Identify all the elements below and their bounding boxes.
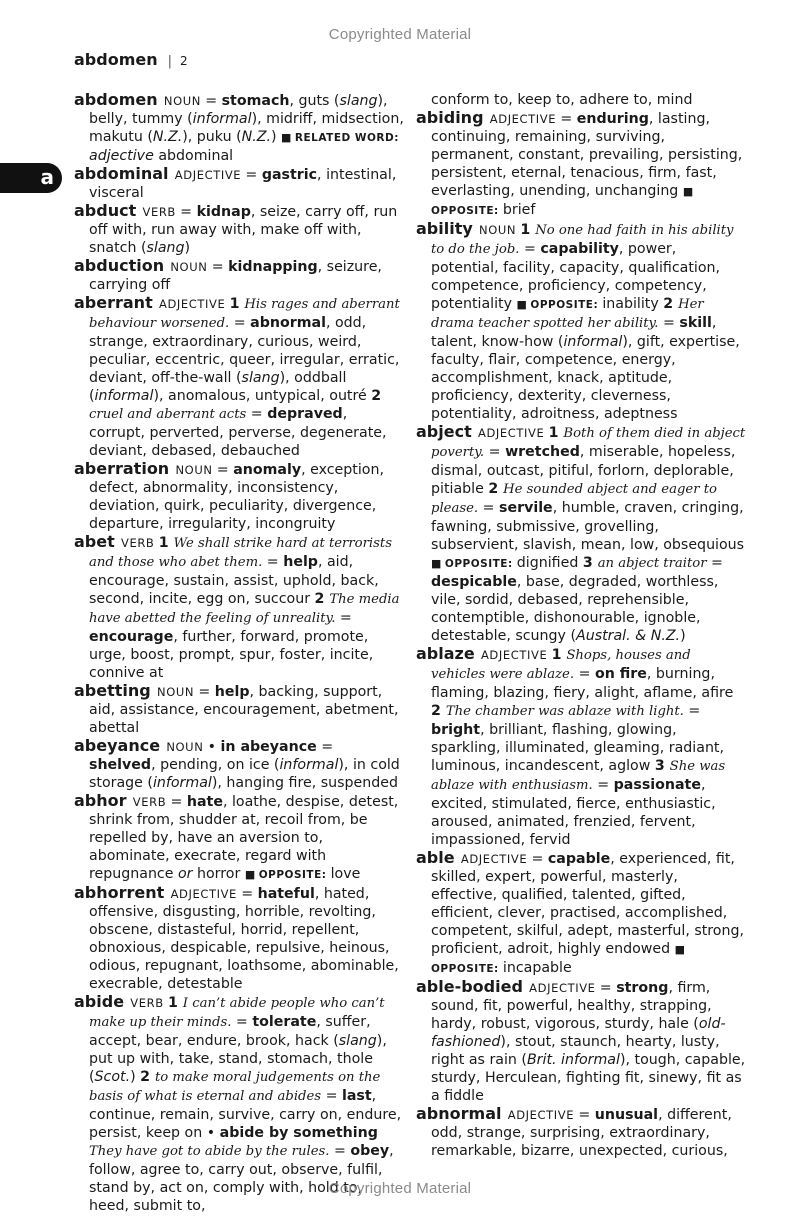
usage-label: informal xyxy=(152,775,212,791)
part-of-speech: ADJECTIVE xyxy=(524,981,600,995)
sense-number: 2 xyxy=(663,296,679,312)
key-synonym: tolerate xyxy=(252,1014,317,1030)
synonym-text: = xyxy=(683,703,701,719)
synonym-text: abdominal xyxy=(153,148,234,164)
key-synonym: kidnap xyxy=(196,204,251,220)
dictionary-entry xyxy=(74,91,404,165)
example-sentence: Both of them died in abject poverty. xyxy=(431,426,746,460)
synonym-text: = xyxy=(706,555,723,571)
part-of-speech: ADJECTIVE xyxy=(166,887,242,901)
synonym-text: ), put up with, take, stand, stomach, thole ( xyxy=(89,1033,387,1085)
square-bullet: ■ xyxy=(244,868,259,881)
part-of-speech: ADJECTIVE xyxy=(485,112,561,126)
running-head-separator: | xyxy=(167,54,172,69)
synonym-text: = xyxy=(229,315,251,331)
synonym-text: = xyxy=(578,1107,595,1123)
headword: abdominal xyxy=(74,164,169,183)
synonym-text: ), puku ( xyxy=(182,129,242,145)
synonym-text: = xyxy=(241,886,258,902)
headword: ability xyxy=(416,219,473,238)
sense-number: 2 xyxy=(371,388,382,404)
dictionary-entry xyxy=(74,257,404,294)
note-label: OPPOSITE: xyxy=(530,299,603,311)
part-of-speech: NOUN xyxy=(159,94,206,108)
key-synonym: strong xyxy=(616,980,669,996)
usage-label: Austral. & N.Z. xyxy=(576,628,681,644)
usage-label: adjective xyxy=(89,148,154,164)
headword: abduct xyxy=(74,201,137,220)
key-synonym: capability xyxy=(540,241,619,257)
key-synonym: last xyxy=(342,1088,372,1104)
sense-number: 1 xyxy=(551,647,567,663)
sense-number: 2 xyxy=(314,591,330,607)
synonym-text: = xyxy=(198,684,215,700)
watermark-bottom: Copyrighted Material xyxy=(328,1180,472,1197)
synonym-text: , further, forward, promote, urge, boost, prompt, spur, foster, incite, connive at xyxy=(89,629,374,681)
key-synonym: depraved xyxy=(267,406,343,422)
key-synonym: skill xyxy=(679,315,712,331)
synonym-text: = xyxy=(560,111,577,127)
key-synonym: anomaly xyxy=(233,462,302,478)
synonym-text: = xyxy=(658,315,680,331)
synonym-text: , power, potential, facility, capacity, qualification, competence, proficiency, competency, potentiality xyxy=(431,241,721,312)
synonym-text: = xyxy=(246,406,268,422)
synonym-text: = xyxy=(170,794,187,810)
synonym-text: , exception, defect, abnormality, inconsistency, deviation, quirk, peculiarity, divergence, departure, irregularity, incongruity xyxy=(89,462,384,532)
part-of-speech: VERB xyxy=(116,536,159,550)
synonym-text: = xyxy=(321,1088,342,1104)
synonym-text: , experienced, fit, skilled, expert, powerful, masterly, effective, qualified, talented, gifted, efficient, clever, practised, accomplished, competent, skilful, adept, masterful, strong, proficient, adroit, highly endowed xyxy=(431,851,744,957)
dictionary-entry xyxy=(416,91,746,109)
headword: abhorrent xyxy=(74,883,165,902)
usage-label: old-fashioned xyxy=(431,1016,726,1050)
note-label: RELATED WORD: xyxy=(294,132,399,144)
sense-number: 1 xyxy=(548,425,564,441)
usage-label: informal xyxy=(94,388,154,404)
synonym-text: , hated, offensive, disgusting, horrible, revolting, obscene, distasteful, horrid, repellent, obnoxious, despicable, repulsive, heinous, odious, repugnant, loathsome, abominable, execrable, detestable xyxy=(89,886,399,992)
example-sentence: an abject traitor xyxy=(597,556,707,571)
part-of-speech: ADJECTIVE xyxy=(473,426,549,440)
key-synonym: encourage xyxy=(89,629,174,645)
synonym-text: , odd, strange, extraordinary, curious, weird, peculiar, eccentric, queer, irregular, erratic, deviant, off-the-wall ( xyxy=(89,315,400,386)
example-sentence: We shall strike hard at terrorists and those who abet them. xyxy=(89,536,392,570)
headword: abnormal xyxy=(416,1104,502,1123)
synonym-text: , seizure, carrying off xyxy=(89,259,382,293)
key-synonym: help xyxy=(283,554,318,570)
example-sentence: Shops, houses and vehicles were ablaze. xyxy=(431,648,691,682)
headword: abdomen xyxy=(74,90,158,109)
running-head xyxy=(74,50,188,69)
dictionary-entry xyxy=(74,294,404,460)
left-column xyxy=(74,91,404,1215)
synonym-text: , humble, craven, cringing, fawning, submissive, grovelling, subservient, slavish, mean, low, obsequious xyxy=(431,500,745,553)
dictionary-entry xyxy=(416,645,746,849)
synonym-text: , corrupt, perverted, perverse, degenerate, deviant, debased, debauched xyxy=(89,406,387,459)
key-synonym: shelved xyxy=(89,757,152,773)
headword: able-bodied xyxy=(416,977,523,996)
synonym-text: , follow, agree to, carry out, observe, fulfil, stand by, act on, comply with, hold to, heed, submit to, xyxy=(89,1143,394,1214)
synonym-text: ), tough, capable, sturdy, Herculean, fighting fit, sinewy, fit as a fiddle xyxy=(431,1052,746,1104)
square-bullet: ■ xyxy=(281,131,295,144)
usage-label: slang xyxy=(146,240,185,256)
usage-label: slang xyxy=(339,93,378,109)
square-bullet: ■ xyxy=(516,298,531,311)
synonym-text: ) xyxy=(680,628,686,644)
synonym-text: ), gift, expertise, faculty, flair, competence, energy, accomplishment, knack, aptitude, proficiency, dexterity, cleverness, potentiality, adroitness, adeptness xyxy=(431,334,740,422)
headword: aberration xyxy=(74,459,170,478)
dictionary-entry xyxy=(74,460,404,533)
usage-label: or xyxy=(177,866,193,882)
synonym-text: = xyxy=(478,500,500,516)
synonym-text: , backing, support, aid, assistance, encouragement, abetment, abettal xyxy=(89,684,399,736)
example-sentence: Her drama teacher spotted her ability. xyxy=(431,297,704,331)
key-synonym: servile xyxy=(499,500,553,516)
key-synonym: kidnapping xyxy=(228,259,318,275)
sense-number: 3 xyxy=(654,758,670,774)
dictionary-entry xyxy=(74,533,404,682)
example-sentence: She was ablaze with enthusiasm. xyxy=(431,759,726,793)
synonym-text: , loathe, despise, detest, shrink from, shudder at, recoil from, be repelled by, have an aversion to, abominate, execrate, regard with repugnance xyxy=(89,794,399,882)
key-synonym: enduring xyxy=(576,111,649,127)
part-of-speech: ADJECTIVE xyxy=(503,1108,579,1122)
usage-label: informal xyxy=(279,757,339,773)
dictionary-entry xyxy=(416,220,746,423)
synonym-text: = xyxy=(262,554,284,570)
synonym-text: = xyxy=(216,462,234,478)
right-column xyxy=(416,91,746,1160)
part-of-speech: VERB xyxy=(138,205,181,219)
headword: abject xyxy=(416,422,472,441)
synonym-text: = xyxy=(211,259,229,275)
synonym-text: ), oddball ( xyxy=(89,370,347,404)
synonym-text: horror xyxy=(192,866,245,882)
note-label: OPPOSITE: xyxy=(444,558,517,570)
running-head-word: abdomen xyxy=(74,50,158,69)
key-synonym: gastric xyxy=(261,167,318,183)
dictionary-entry xyxy=(74,884,404,993)
part-of-speech: NOUN xyxy=(166,260,212,274)
synonym-text: , brilliant, flashing, glowing, sparkling, illuminated, gleaming, radiant, luminous, incandescent, aglow xyxy=(431,722,725,774)
key-synonym: abnormal xyxy=(250,315,326,331)
example-sentence: to make moral judgements on the basis of what is eternal and abides xyxy=(89,1070,381,1104)
headword: ablaze xyxy=(416,644,475,663)
synonym-text: , burning, flaming, blazing, fiery, alight, aflame, afire xyxy=(431,666,734,701)
example-sentence: He sounded abject and eager to please. xyxy=(431,482,717,516)
page-number: 2 xyxy=(180,54,188,68)
example-sentence: The chamber was ablaze with light. xyxy=(445,704,684,719)
synonym-text: , pending, on ice ( xyxy=(151,757,280,773)
example-sentence: His rages and aberrant behaviour worsened. xyxy=(89,297,400,331)
dictionary-entry xyxy=(74,792,404,884)
sense-number: 2 xyxy=(488,481,504,497)
synonym-text: ), stout, staunch, hearty, lusty, right as rain ( xyxy=(431,1034,720,1068)
dictionary-entry xyxy=(416,849,746,978)
key-synonym: on fire xyxy=(594,666,647,682)
note-label: OPPOSITE: xyxy=(258,869,331,881)
square-bullet: ■ xyxy=(682,185,694,198)
watermark-top: Copyrighted Material xyxy=(328,26,472,43)
synonym-text: , talent, know-how ( xyxy=(431,315,717,350)
sense-number: 1 xyxy=(158,535,174,551)
thumb-index-tab xyxy=(0,163,62,193)
dictionary-entry xyxy=(74,737,404,792)
example-sentence: The media have abetted the feeling of unreality. xyxy=(89,592,400,626)
key-synonym: stomach xyxy=(221,93,290,109)
synonym-text: ) xyxy=(130,1069,141,1085)
synonym-text: , continue, remain, survive, carry on, endure, persist, keep on xyxy=(89,1088,402,1141)
headword: aberrant xyxy=(74,293,153,312)
note-label: OPPOSITE: xyxy=(431,205,503,217)
synonym-text: = xyxy=(205,93,222,109)
headword: abduction xyxy=(74,256,165,275)
synonym-text: ), hanging fire, suspended xyxy=(211,775,398,791)
synonym-text: = xyxy=(335,610,352,626)
synonym-text: = xyxy=(316,739,334,755)
example-sentence: cruel and aberrant acts xyxy=(89,407,247,422)
part-of-speech: NOUN xyxy=(474,223,521,237)
example-sentence: They have got to abide by the rules. xyxy=(89,1144,330,1159)
sense-number: 2 xyxy=(431,703,446,719)
example-sentence: I can’t abide people who can’t make up their minds. xyxy=(89,996,385,1030)
part-of-speech: NOUN xyxy=(152,685,199,699)
part-of-speech: NOUN xyxy=(171,463,217,477)
part-of-speech: NOUN xyxy=(162,740,208,754)
key-synonym: unusual xyxy=(594,1107,659,1123)
usage-label: N.Z. xyxy=(241,129,271,145)
usage-label: slang xyxy=(338,1033,377,1049)
synonym-text: ), anomalous, untypical, outré xyxy=(153,388,372,404)
synonym-text: , miserable, hopeless, dismal, outcast, pitiful, forlorn, deplorable, pitiable xyxy=(431,444,736,497)
key-synonym: hate xyxy=(186,794,223,810)
synonym-text: , excited, stimulated, fierce, enthusiastic, aroused, animated, frenzied, fervent, impassioned, fervid xyxy=(431,777,716,848)
synonym-text: = xyxy=(592,777,614,793)
dictionary-entry xyxy=(74,202,404,257)
sense-number: 1 xyxy=(520,222,536,238)
example-sentence: No one had faith in his ability to do the job. xyxy=(431,223,734,257)
synonym-text: ) xyxy=(184,240,191,256)
synonym-text: = xyxy=(519,241,541,257)
synonym-text: ) xyxy=(270,129,282,145)
key-synonym: passionate xyxy=(613,777,701,793)
dictionary-entry xyxy=(74,682,404,737)
synonym-text: , suffer, accept, bear, endure, brook, hack ( xyxy=(89,1014,371,1049)
usage-label: Scot. xyxy=(94,1069,131,1085)
dictionary-entry xyxy=(416,423,746,645)
synonym-text: = xyxy=(574,666,595,682)
synonym-text: • xyxy=(207,739,221,755)
dictionary-entry xyxy=(416,109,746,220)
key-synonym: obey xyxy=(350,1143,390,1159)
synonym-text: , different, odd, strange, surprising, extraordinary, remarkable, bizarre, unexpected, curious, xyxy=(431,1107,732,1159)
synonym-text: ), belly, tummy ( xyxy=(89,93,388,127)
sense-number: 3 xyxy=(582,555,598,571)
key-synonym: wretched xyxy=(505,444,580,460)
synonym-text: ), in cold storage ( xyxy=(89,757,400,791)
part-of-speech: ADJECTIVE xyxy=(456,852,532,866)
dictionary-entry xyxy=(74,165,404,202)
dictionary-entry xyxy=(416,1105,746,1160)
synonym-text: incapable xyxy=(502,960,572,976)
thumb-index-letter: a xyxy=(40,165,54,189)
usage-label: slang xyxy=(241,370,280,386)
headword: abetting xyxy=(74,681,151,700)
sense-number: 2 xyxy=(140,1069,155,1085)
square-bullet: ■ xyxy=(431,557,445,570)
synonym-text: , aid, encourage, sustain, assist, uphold, back, second, incite, egg on, succour xyxy=(89,554,379,607)
usage-label: informal xyxy=(192,111,252,127)
usage-label: informal xyxy=(563,334,623,350)
headword: abeyance xyxy=(74,736,161,755)
synonym-text: = xyxy=(180,204,197,220)
synonym-text: = xyxy=(599,980,617,996)
synonym-text: = xyxy=(231,1014,253,1030)
synonym-text: • xyxy=(206,1125,220,1141)
sense-number: 1 xyxy=(167,995,183,1011)
headword: abide xyxy=(74,992,125,1011)
part-of-speech: ADJECTIVE xyxy=(170,168,246,182)
synonym-text: love xyxy=(330,866,361,882)
synonym-text: , base, degraded, worthless, vile, sordid, debased, reprehensible, contemptible, dishonourable, ignoble, detestable, scungy ( xyxy=(431,574,719,644)
dictionary-entry xyxy=(416,978,746,1105)
headword: abet xyxy=(74,532,115,551)
key-synonym: despicable xyxy=(431,574,517,590)
synonym-text: = xyxy=(531,851,548,867)
square-bullet: ■ xyxy=(674,943,686,956)
headword: abhor xyxy=(74,791,127,810)
synonym-text: ), midriff, midsection, makutu ( xyxy=(89,111,404,145)
sense-number: 1 xyxy=(229,296,245,312)
key-synonym: bright xyxy=(431,722,481,738)
key-synonym: capable xyxy=(547,851,611,867)
part-of-speech: VERB xyxy=(128,795,171,809)
synonym-text: , firm, sound, fit, powerful, healthy, strapping, hardy, robust, vigorous, sturdy, hale ( xyxy=(431,980,712,1032)
key-synonym: abide by something xyxy=(219,1125,378,1141)
synonym-text: , intestinal, visceral xyxy=(89,167,397,201)
synonym-text: conform to, keep to, adhere to, mind xyxy=(431,92,693,108)
synonym-text: brief xyxy=(502,202,536,218)
synonym-text: , guts ( xyxy=(289,93,340,109)
synonym-text: , seize, carry off, run off with, run away with, make off with, snatch ( xyxy=(89,204,398,256)
synonym-text: dignified xyxy=(516,555,583,571)
headword: able xyxy=(416,848,455,867)
synonym-text: inability xyxy=(602,296,664,312)
synonym-text: = xyxy=(245,167,262,183)
headword: abiding xyxy=(416,108,484,127)
key-synonym: help xyxy=(214,684,250,700)
key-synonym: in abeyance xyxy=(220,739,317,755)
part-of-speech: VERB xyxy=(126,996,168,1010)
synonym-text: = xyxy=(329,1143,351,1159)
synonym-text: = xyxy=(484,444,506,460)
note-label: OPPOSITE: xyxy=(431,963,503,975)
usage-label: Brit. informal xyxy=(526,1052,620,1068)
usage-label: N.Z. xyxy=(152,129,183,145)
key-synonym: hateful xyxy=(257,886,315,902)
part-of-speech: ADJECTIVE xyxy=(154,297,230,311)
synonym-text: , lasting, continuing, remaining, surviving, permanent, constant, prevailing, persisting, persistent, eternal, tenacious, firm, fast, everlasting, unending, unchanging xyxy=(431,111,743,199)
part-of-speech: ADJECTIVE xyxy=(476,648,552,662)
